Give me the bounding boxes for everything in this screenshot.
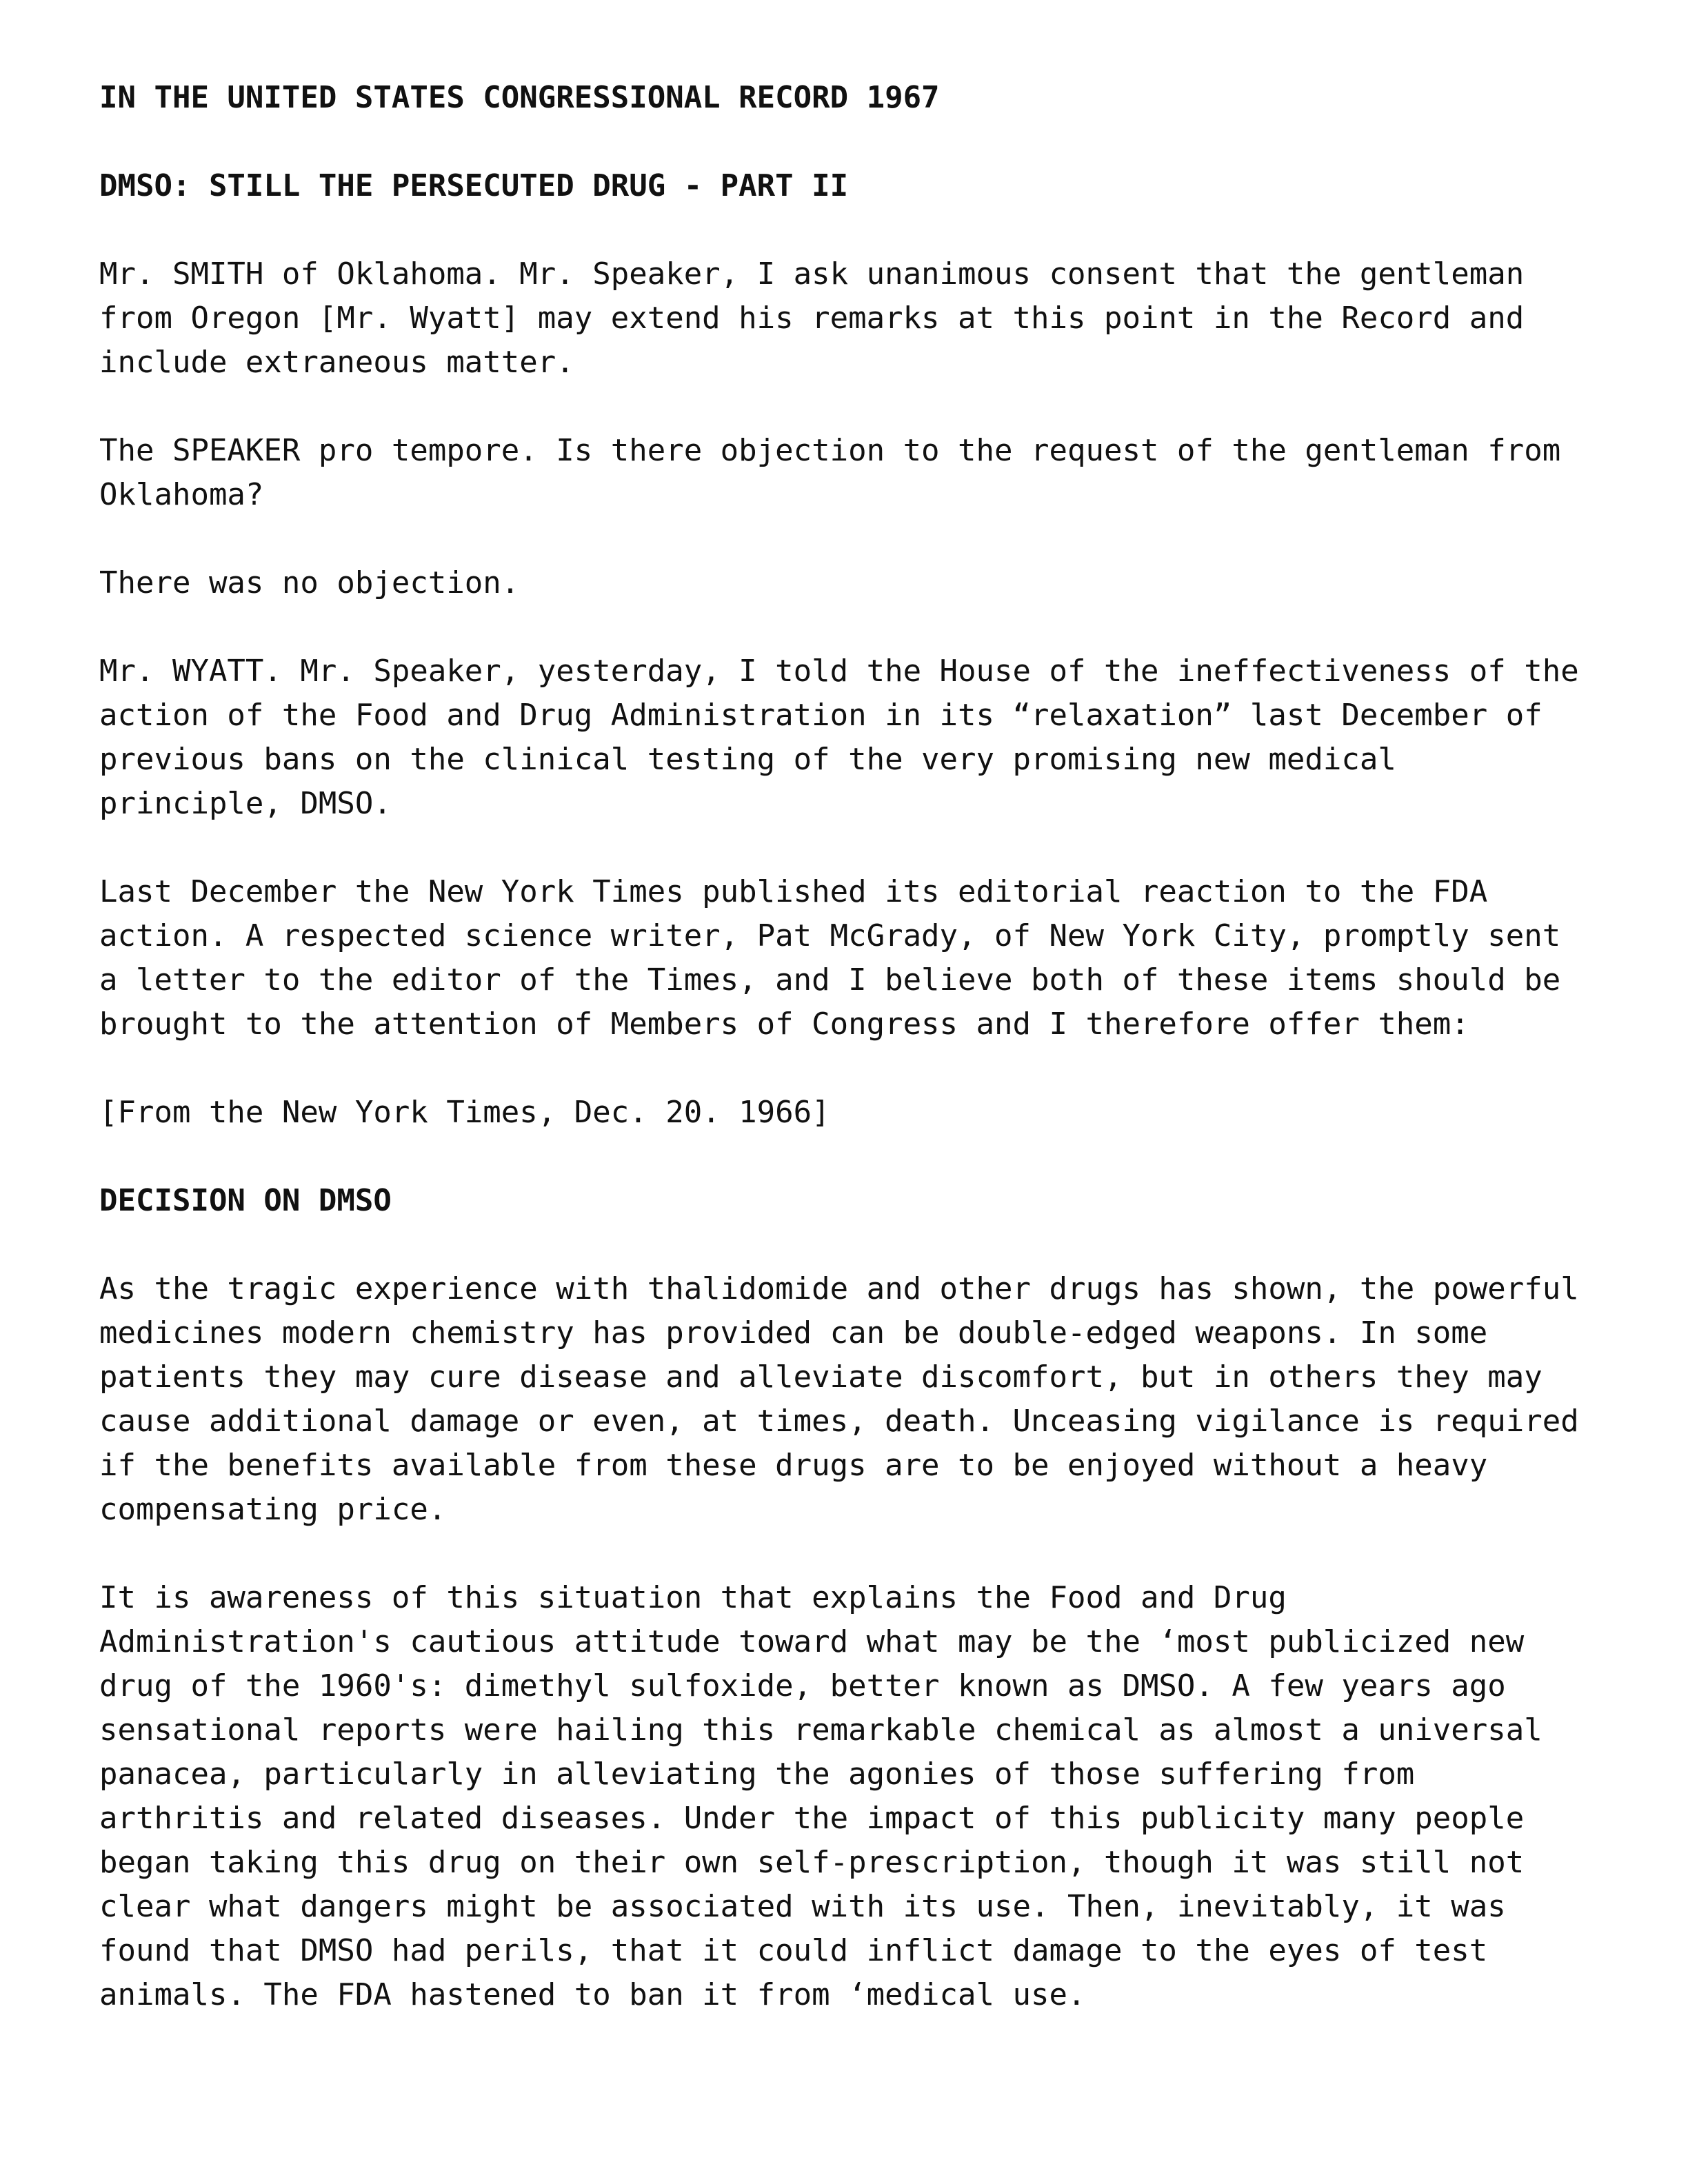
paragraph-wyatt-remarks	[99, 649, 1602, 826]
header-title-block	[99, 76, 1602, 120]
paragraph-line: Oklahoma?	[99, 477, 264, 512]
paragraph-line: panacea, particularly in alleviating the agonies of those suffering from	[99, 1757, 1415, 1792]
paragraph-no-objection	[99, 561, 1602, 605]
paragraph-line: arthritis and related diseases. Under the impact of this publicity many people	[99, 1801, 1525, 1836]
paragraph-line: sensational reports were hailing this remarkable chemical as almost a universal	[99, 1712, 1543, 1748]
source-citation: [From the New York Times, Dec. 20. 1966]	[99, 1095, 830, 1130]
paragraph-line: cause additional damage or even, at times, death. Unceasing vigilance is required	[99, 1404, 1579, 1439]
paragraph-times-editorial	[99, 870, 1602, 1046]
article-title: DMSO: STILL THE PERSECUTED DRUG - PART II	[99, 168, 849, 203]
section-heading: DECISION ON DMSO	[99, 1183, 392, 1218]
paragraph-line: a letter to the editor of the Times, and I believe both of these items should be	[99, 962, 1561, 998]
paragraph-line: Mr. SMITH of Oklahoma. Mr. Speaker, I ask unanimous consent that the gentleman	[99, 256, 1525, 292]
paragraph-line: Last December the New York Times published its editorial reaction to the FDA	[99, 874, 1488, 909]
paragraph-line: clear what dangers might be associated with its use. Then, inevitably, it was	[99, 1889, 1506, 1924]
paragraph-fda-attitude	[99, 1576, 1602, 2017]
paragraph-line: previous bans on the clinical testing of the very promising new medical	[99, 742, 1396, 777]
paragraph-line: found that DMSO had perils, that it could inflict damage to the eyes of test	[99, 1933, 1488, 1968]
paragraph-line: animals. The FDA hastened to ban it from ‘medical use.	[99, 1977, 1086, 2012]
paragraph-speaker-question	[99, 429, 1602, 517]
paragraph-line: include extraneous matter.	[99, 345, 574, 380]
paragraph-line: The SPEAKER pro tempore. Is there objection to the request of the gentleman from	[99, 433, 1561, 468]
paragraph-line: brought to the attention of Members of Congress and I therefore offer them:	[99, 1007, 1469, 1042]
paragraph-line: action of the Food and Drug Administration in its “relaxation” last December of	[99, 698, 1543, 733]
paragraph-line: action. A respected science writer, Pat McGrady, of New York City, promptly sent	[99, 918, 1561, 953]
document-page	[99, 76, 1602, 2061]
article-title-block	[99, 164, 1602, 208]
paragraph-line: Administration's cautious attitude toward what may be the ‘most publicized new	[99, 1624, 1525, 1659]
paragraph-source-citation	[99, 1091, 1602, 1135]
paragraph-line: patients they may cure disease and alleviate discomfort, but in others they may	[99, 1359, 1543, 1395]
paragraph-line: drug of the 1960's: dimethyl sulfoxide, better known as DMSO. A few years ago	[99, 1668, 1506, 1703]
paragraph-line: from Oregon [Mr. Wyatt] may extend his remarks at this point in the Record and	[99, 301, 1525, 336]
paragraph-line: Mr. WYATT. Mr. Speaker, yesterday, I told the House of the ineffectiveness of the	[99, 654, 1579, 689]
paragraph-line: principle, DMSO.	[99, 786, 392, 821]
paragraph-line: As the tragic experience with thalidomide and other drugs has shown, the powerful	[99, 1271, 1579, 1306]
paragraph-smith-request	[99, 252, 1602, 385]
paragraph-line: compensating price.	[99, 1492, 447, 1527]
paragraph-line: medicines modern chemistry has provided can be double-edged weapons. In some	[99, 1315, 1488, 1351]
paragraph-line: There was no objection.	[99, 565, 520, 600]
paragraph-thalidomide	[99, 1267, 1602, 1532]
paragraph-line: It is awareness of this situation that explains the Food and Drug	[99, 1580, 1287, 1615]
section-heading-block	[99, 1179, 1602, 1223]
paragraph-line: began taking this drug on their own self-prescription, though it was still not	[99, 1845, 1525, 1880]
paragraph-line: if the benefits available from these drugs are to be enjoyed without a heavy	[99, 1448, 1488, 1483]
header-title: IN THE UNITED STATES CONGRESSIONAL RECORD 1967	[99, 80, 940, 115]
